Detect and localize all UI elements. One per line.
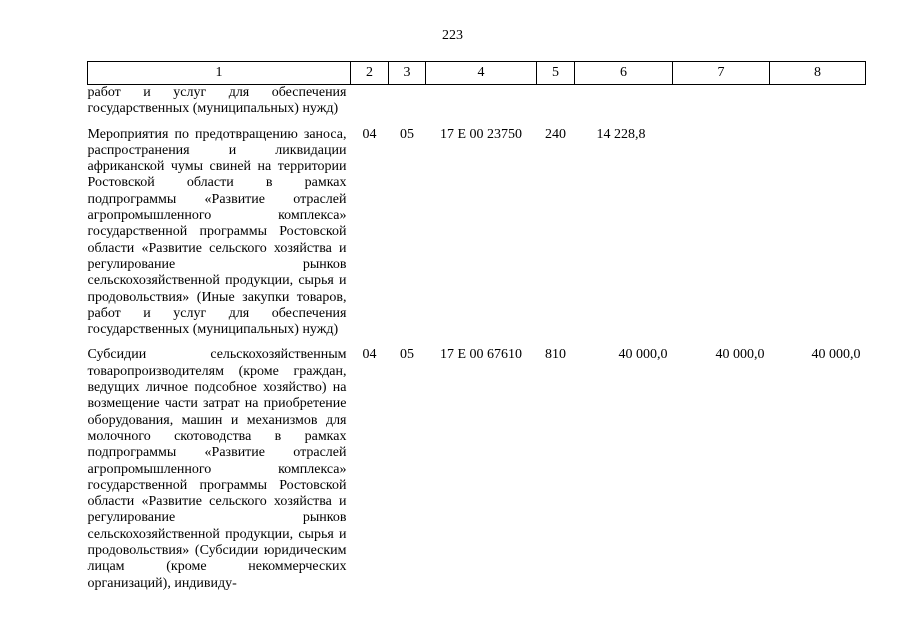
row-subsection: 05 — [400, 126, 414, 142]
row-expense-type: 810 — [545, 347, 566, 363]
row-amount-year1 — [575, 85, 673, 118]
header-col-2: 2 — [351, 62, 389, 85]
row-subsection: 05 — [400, 347, 414, 363]
row-amount-year2 — [673, 127, 770, 339]
header-col-5: 5 — [537, 62, 575, 85]
row-amount-year3 — [770, 85, 866, 118]
row-target-article: 17 Е 00 67610 — [439, 347, 523, 363]
row-expense-type — [537, 85, 575, 118]
row-expense-type: 240 — [545, 126, 566, 142]
table-row — [88, 127, 866, 339]
row-section: 04 — [362, 126, 377, 142]
header-col-8: 8 — [770, 62, 866, 85]
page-number: 223 — [442, 28, 463, 43]
budget-table — [87, 61, 866, 592]
header-col-6: 6 — [575, 62, 673, 85]
header-col-7: 7 — [673, 62, 770, 85]
row-spacer — [88, 338, 866, 347]
header-col-1: 1 — [88, 62, 351, 85]
row-amount-year1: 40 000,0 — [618, 347, 668, 363]
row-amount-year2: 40 000,0 — [715, 347, 765, 363]
table-row — [88, 347, 866, 591]
header-col-3: 3 — [389, 62, 426, 85]
row-amount-year1: 14 228,8 — [596, 126, 646, 142]
row-subsection — [389, 85, 426, 118]
row-section — [351, 85, 389, 118]
row-description: Субсидии сельскохозяйственным товаропроизводителям (кроме граждан, ведущих личное подсобное хозяйство) на возмещение части затрат на приобретение оборудования, машин и механизмов для молочного скотоводства в рамках подпрограммы «Развитие отраслей агропромышленного комплекса» государственной программы Ростовской области «Развитие сельского хозяйства и регулирование рынков сельскохозяйственной продукции, сырья и продовольствия» (Субсидии юридическим лицам (кроме некоммерческих организаций), индивиду- — [87, 347, 347, 591]
row-amount-year3: 40 000,0 — [811, 347, 861, 363]
row-spacer — [88, 118, 866, 127]
row-amount-year3 — [770, 127, 866, 339]
row-description: работ и услуг для обеспечения государственных (муниципальных) нужд) — [87, 85, 347, 117]
table-header-row — [88, 62, 866, 85]
row-section: 04 — [362, 347, 377, 363]
row-target-article — [426, 85, 537, 118]
row-amount-year2 — [673, 85, 770, 118]
table-row — [88, 85, 866, 118]
row-target-article: 17 Е 00 23750 — [439, 126, 523, 142]
row-description: Мероприятия по предотвращению заноса, распространения и ликвидации африканской чумы свиней на территории Ростовской области в рамках подпрограммы «Развитие отраслей агропромышленного комплекса» государственной программы Ростовской области «Развитие сельского хозяйства и регулирование рынков сельскохозяйственной продукции, сырья и продовольствия» (Иные закупки товаров, работ и услуг для обеспечения государственных (муниципальных) нужд) — [87, 126, 347, 338]
header-col-4: 4 — [426, 62, 537, 85]
